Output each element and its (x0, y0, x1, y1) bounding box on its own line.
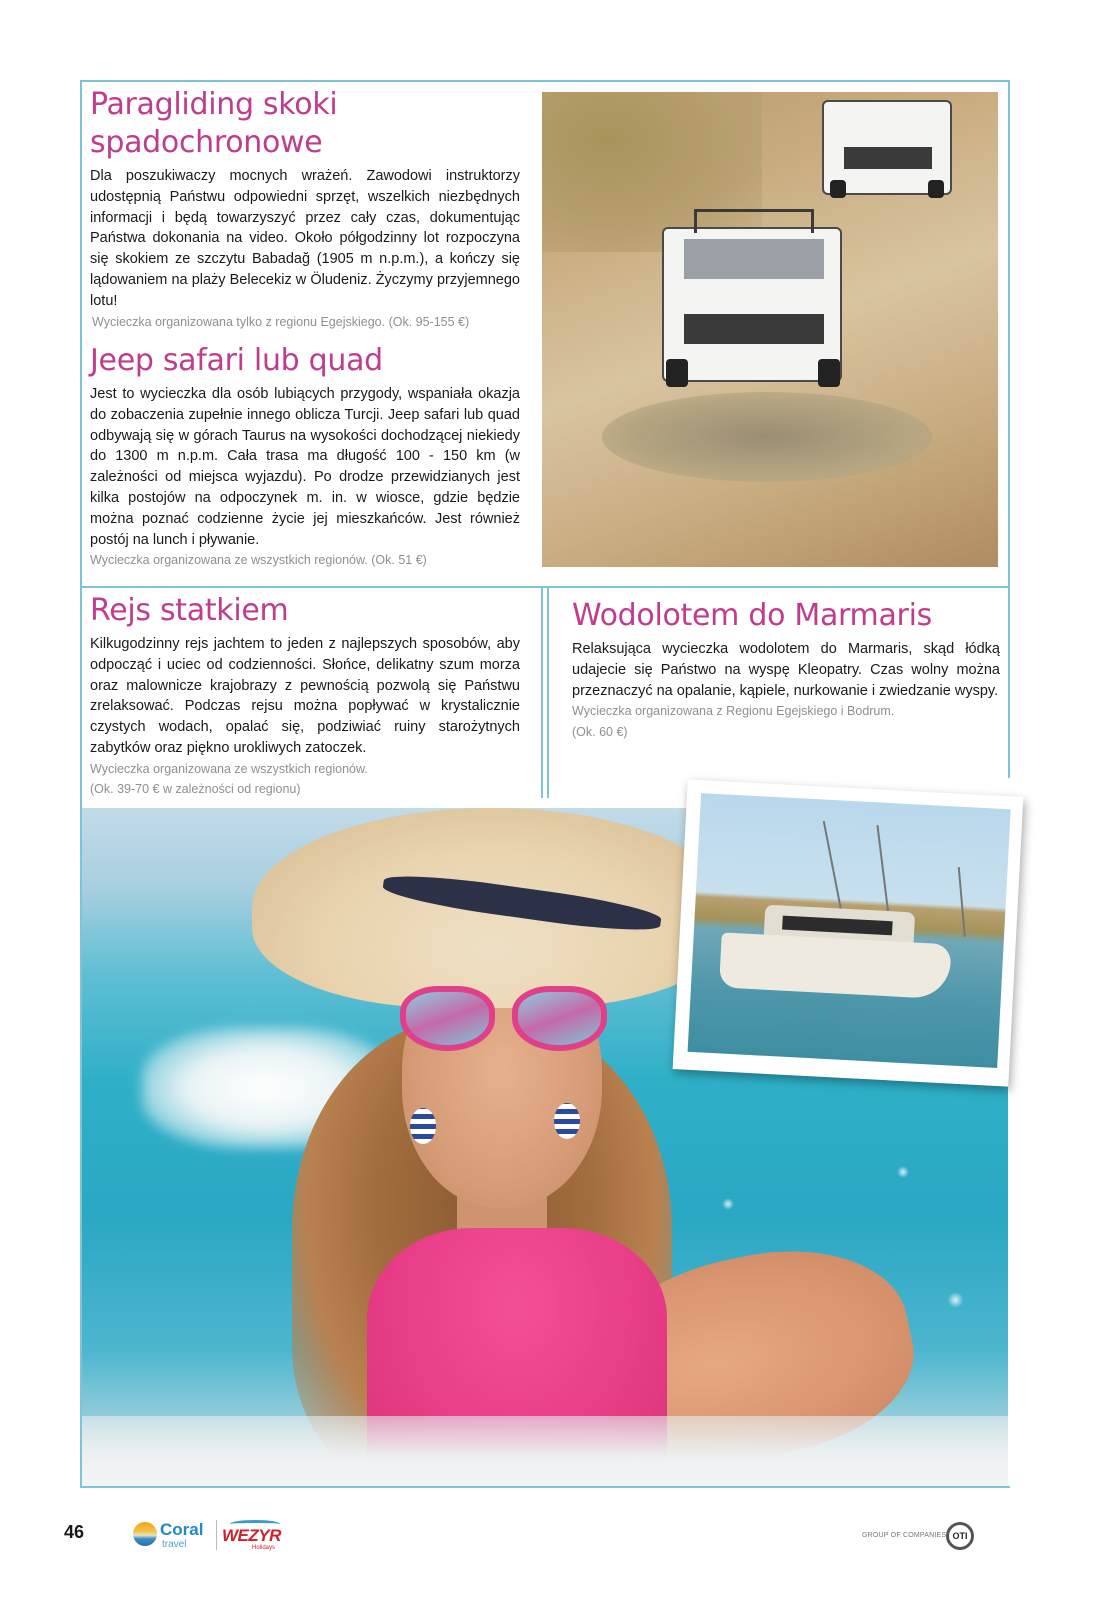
section-body: Relaksująca wycieczka wodolotem do Marmaris, skąd łódką udajecie się Państwo na wyspę Kleopatry. Czas wolny można przeznaczyć na opalanie, kąpiele, nurkowanie i zwiedzanie wyspy. (572, 641, 1000, 699)
jeep-roll-bar (694, 209, 814, 233)
section-body: Kilkugodzinny rejs jachtem to jeden z najlepszych sposobów, aby odpocząć i uciec od codzienności. Słońce, delikatny szum morza oraz malownicze krajobrazy z pewnością pozwolą się Państwu zrelaksować. Podczas rejsu można popływać w krystalicznie czystych wodach, opalać się, podziwiać ruiny starożytnych zabytków oraz piękno urokliwych zatoczek. (90, 636, 520, 756)
earring-right (554, 1103, 580, 1139)
wezyr-logo-subtext: Holidays (252, 1545, 276, 1551)
column-divider-left (541, 588, 543, 798)
wezyr-logo-text: WEZYR (222, 1526, 281, 1545)
earring-left (410, 1108, 436, 1144)
jeep-wheel (818, 359, 840, 387)
jeep-passengers (684, 239, 824, 279)
coral-sun-icon (133, 1522, 157, 1546)
sunglasses-lens-right (512, 986, 607, 1051)
section-title: Rejs statkiem (90, 593, 289, 628)
jeep-grille (684, 314, 824, 344)
jeep-wheel (830, 180, 846, 198)
pink-sunglasses (400, 986, 610, 1056)
column-divider-right (547, 588, 549, 798)
section-note-line2: (Ok. 39-70 € w zależności od regionu) (90, 782, 301, 797)
jeep-safari-photo (542, 92, 998, 567)
coral-travel-logo (133, 1518, 208, 1554)
wezyr-holidays-logo (222, 1520, 282, 1554)
coral-logo-text: Coral (160, 1520, 204, 1539)
photo-puddle (602, 392, 932, 482)
oti-logo-text: OTI (952, 1531, 968, 1541)
yacht-polaroid-photo (673, 779, 1024, 1086)
frame-bottom-line (80, 1486, 1010, 1488)
section-title: Jeep safari lub quad (90, 343, 383, 378)
section-body: Dla poszukiwaczy mocnych wrażeń. Zawodowi instruktorzy udostępnią Państwu odpowiedni sprzęt, wszelkich niezbędnych informacji i będą towarzyszyć przez cały czas, dokumentując Państwa dokonania na video. Około półgodzinny lot rozpoczyna się skokiem ze szczytu Babadağ (1905 m n.p.m.), a kończy się lądowaniem na plaży Belecekiz w Öludeniz. Życzymy przyjemnego lotu! (90, 168, 520, 309)
section-note-line2: (Ok. 60 €) (572, 724, 628, 739)
page-number: 46 (64, 1522, 85, 1542)
section-title: Wodolotem do Marmaris (572, 598, 932, 633)
jeep-wheel (928, 180, 944, 198)
section-hydrofoil-marmaris (572, 597, 1000, 742)
jeep-grille (844, 147, 932, 169)
section-note-line1: Wycieczka organizowana z Regionu Egejskiego i Bodrum. (572, 704, 895, 719)
section-note: Wycieczka organizowana ze wszystkich regionów. (Ok. 51 €) (90, 553, 427, 568)
oti-logo-icon (946, 1522, 974, 1550)
section-paragliding (90, 86, 520, 332)
yacht-photo (688, 793, 1011, 1068)
section-note-line1: Wycieczka organizowana ze wszystkich regionów. (90, 761, 368, 776)
logo-separator (216, 1520, 217, 1550)
frame-right-line (1008, 588, 1010, 778)
coral-logo-subtext: travel (162, 1539, 187, 1550)
jeep-wheel (666, 359, 688, 387)
jeep-back (822, 100, 952, 195)
section-jeep-safari (90, 342, 520, 571)
section-note: Wycieczka organizowana tylko z regionu Egejskiego. (Ok. 95-155 €) (92, 314, 470, 329)
sunglasses-lens-left (400, 986, 495, 1051)
yacht-mast (823, 821, 844, 920)
section-title: Paragliding skoki spadochronowe (90, 87, 338, 160)
section-boat-cruise (90, 592, 520, 800)
yacht-hull (719, 932, 952, 999)
jeep-front (662, 227, 842, 382)
group-of-companies-label: GROUP OF COMPANIES (862, 1532, 947, 1539)
yacht-mast (958, 867, 966, 937)
yacht-mast (876, 825, 890, 920)
section-body: Jest to wycieczka dla osób lubiących przygody, wspaniała okazja do zobaczenia zupełnie innego oblicza Turcji. Jeep safari lub quad odbywają się w górach Taurus na wysokości dochodzącej niekiedy do 1300 m n.p.m. Cała trasa ma długość 100 - 150 km (w zależności od miejsca wyjazdu). Po drodze przewidzianych jest kilka postojów na odpoczynek m. in. w wiosce, gdzie będzie można poznać codzienne życie jej mieszkańców. Jest również postój na lunch i pływanie. (90, 386, 520, 548)
boat-deck (82, 1416, 1008, 1486)
